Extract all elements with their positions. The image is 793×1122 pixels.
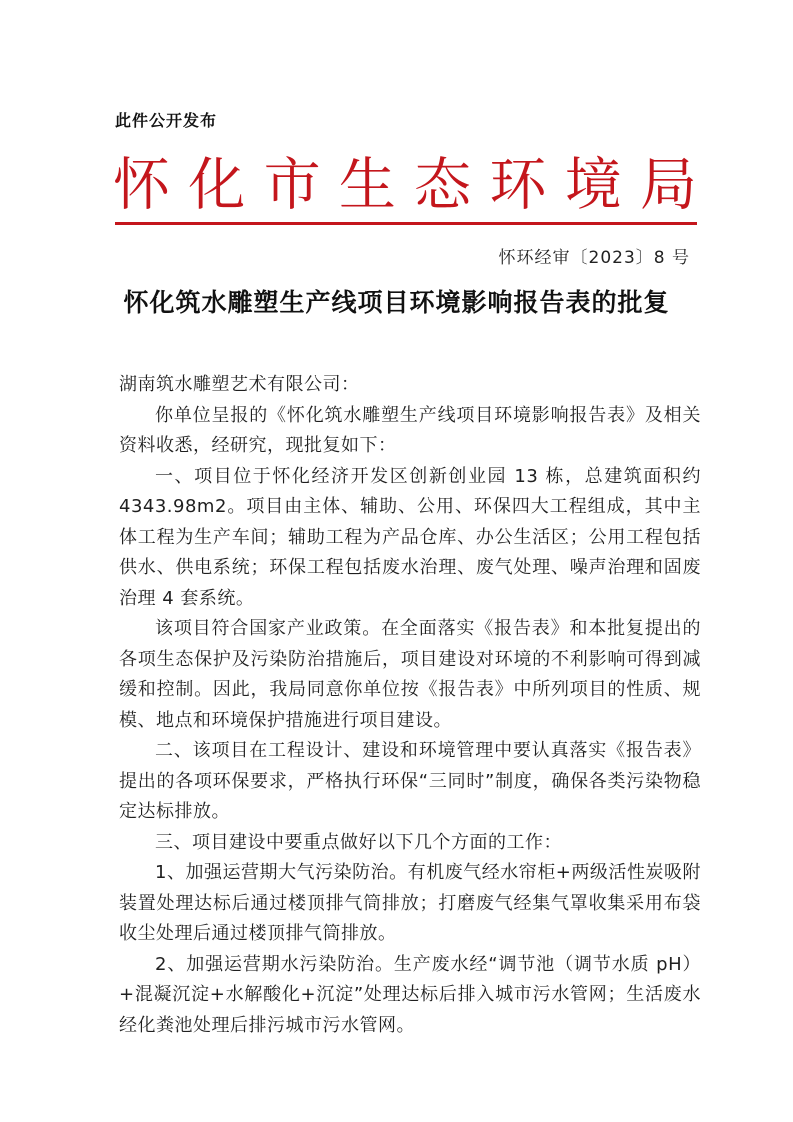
document-title: 怀化筑水雕塑生产线项目环境影响报告表的批复 (123, 288, 670, 317)
authority-char: 怀 (113, 152, 170, 218)
authority-char: 生 (338, 152, 396, 218)
body-paragraph: 二、该项目在工程设计、建设和环境管理中要认真落实《报告表》提出的各项环保要求，严格执行环保“三同时”制度，确保各类污染物稳定达标排放。 (119, 740, 701, 822)
authority-char: 境 (564, 152, 622, 218)
authority-char: 局 (639, 152, 697, 218)
body-paragraph: 你单位呈报的《怀化筑水雕塑生产线项目环境影响报告表》及相关资料收悉，经研究，现批复如下： (119, 404, 701, 456)
document-number: 怀环经审〔2023〕8 号 (498, 248, 690, 268)
body-paragraph: 2、加强运营期水污染防治。生产废水经“调节池（调节水质 pH）+混凝沉淀+水解酸化+沉淀”处理达标后排入城市污水管网；生活废水经化粪池处理后排污城市污水管网。 (119, 953, 701, 1036)
body-paragraph: 该项目符合国家产业政策。在全面落实《报告表》和本批复提出的各项生态保护及污染防治措施后，项目建设对环境的不利影响可得到减缓和控制。因此，我局同意你单位按《报告表》中所列项目的性质、规模、地点和环境保护措施进行项目建设。 (119, 618, 701, 731)
authority-char: 环 (489, 152, 547, 218)
authority-char: 市 (263, 152, 321, 218)
body-paragraph: 三、项目建设中要重点做好以下几个方面的工作： (155, 831, 562, 853)
authority-char: 化 (188, 152, 246, 218)
body-paragraph: 1、加强运营期大气污染防治。有机废气经水帘柜+两级活性炭吸附装置处理达标后通过楼顶排气筒排放；打磨废气经集气罩收集采用布袋收尘处理后通过楼顶排气筒排放。 (119, 862, 701, 944)
body-paragraph: 一、项目位于怀化经济开发区创新创业园 13 栋，总建筑面积约 4343.98m2。项目由主体、辅助、公用、环保四大工程组成，其中主体工程为生产车间；辅助工程为产品仓库、办公生活区；公用工程包括供水、供电系统；环保工程包括废水治理、废气处理、噪声治理和固废治理 4 套系统。 (119, 465, 701, 609)
document-body (119, 370, 701, 1041)
header-divider (115, 222, 697, 225)
issuing-authority-title (113, 150, 697, 220)
public-release-note: 此件公开发布 (115, 111, 218, 130)
addressee: 湖南筑水雕塑艺术有限公司： (119, 374, 360, 395)
authority-char: 态 (414, 152, 472, 218)
